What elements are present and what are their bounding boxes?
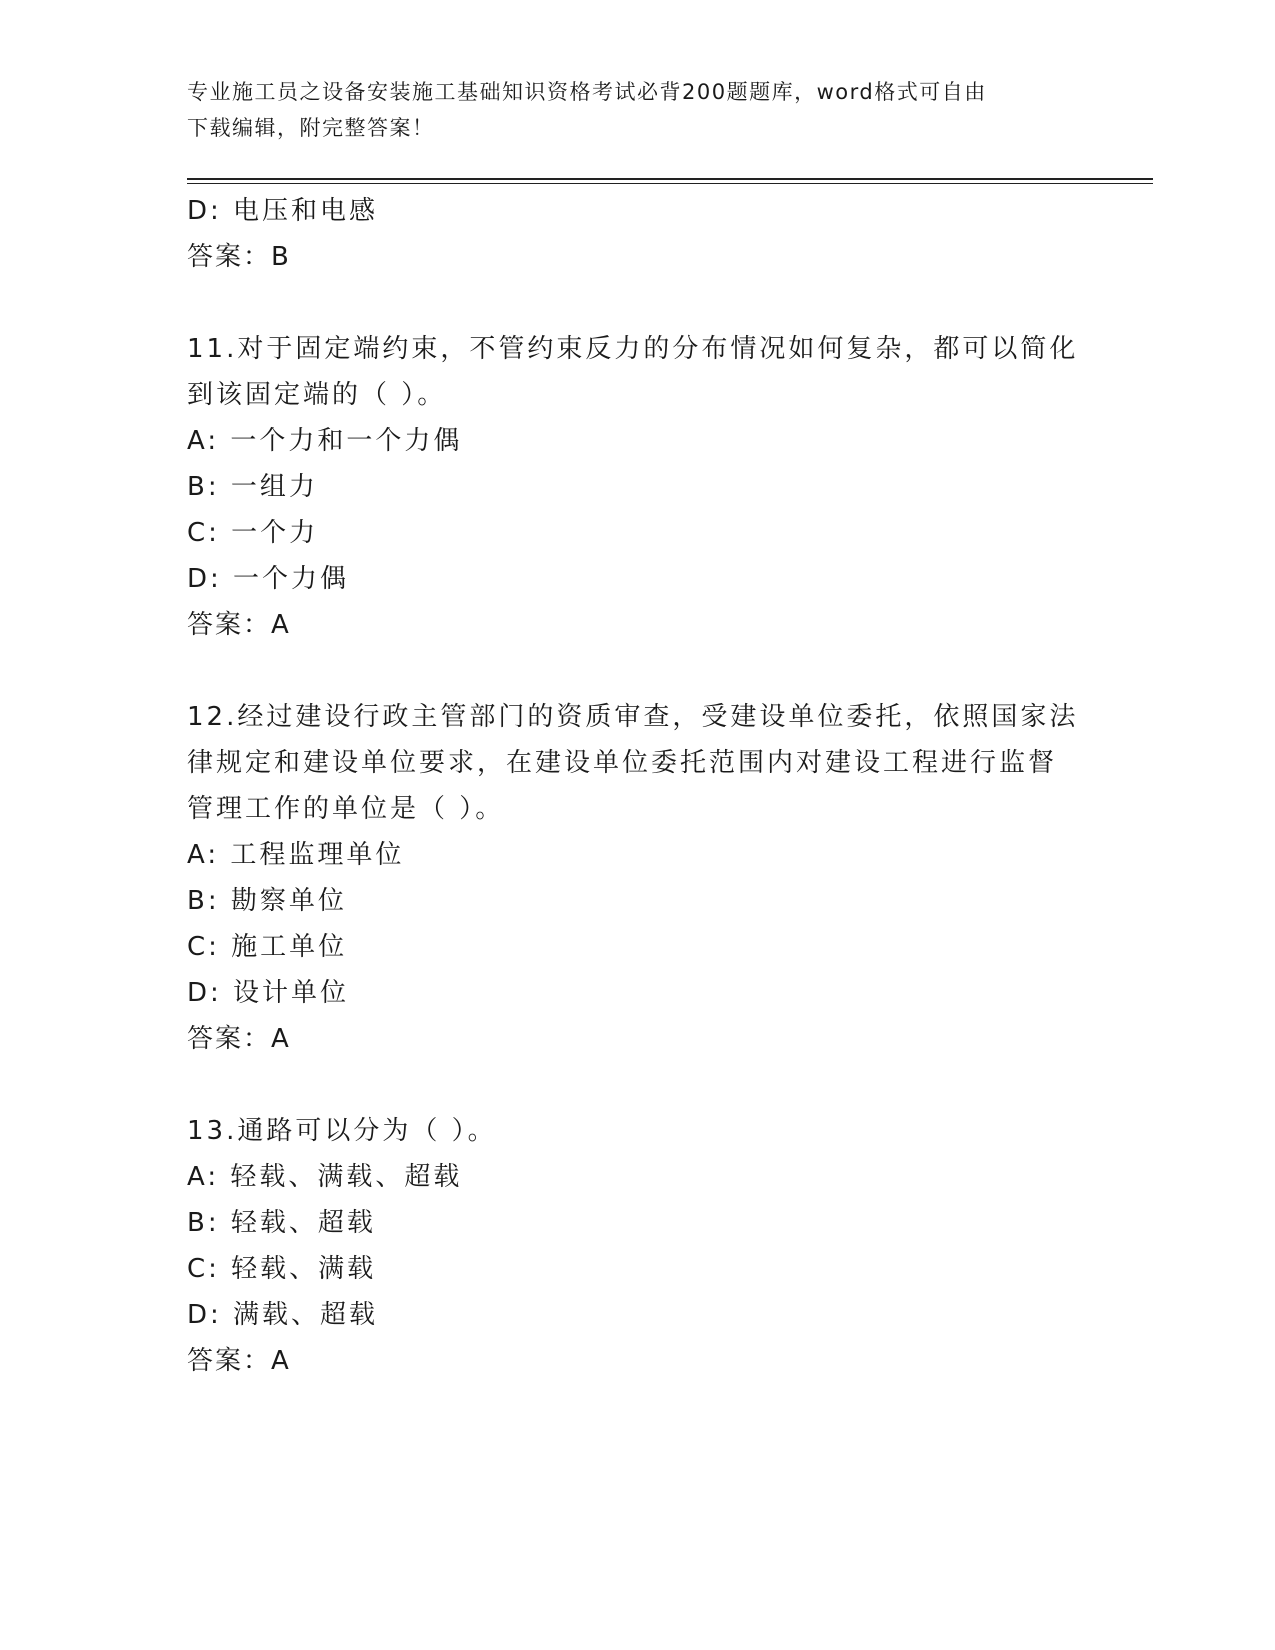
option-item: B: 轻载、超载 <box>187 1208 376 1238</box>
option-item: D: 一个力偶 <box>187 564 350 594</box>
option-item: A: 轻载、满载、超载 <box>187 1162 463 1192</box>
question-stem-line: 12.经过建设行政主管部门的资质审查，受建设单位委托，依照国家法 <box>187 702 1079 732</box>
option-item: D: 设计单位 <box>187 978 350 1008</box>
option-item: D: 满载、超载 <box>187 1300 379 1330</box>
header-divider <box>187 178 1153 180</box>
answer-line: 答案：A <box>187 610 291 640</box>
option-item: C: 一个力 <box>187 518 319 548</box>
header-line: 下载编辑，附完整答案！ <box>187 116 435 140</box>
question-stem-line: 管理工作的单位是（ ）。 <box>187 794 505 824</box>
question-stem-line: 到该固定端的（ ）。 <box>187 380 447 410</box>
spacer <box>187 1062 1087 1108</box>
option-item: B: 勘察单位 <box>187 886 347 916</box>
question-stem-line: 13.通路可以分为（ ）。 <box>187 1116 497 1146</box>
option-item: C: 轻载、满载 <box>187 1254 377 1284</box>
option-item: B: 一组力 <box>187 472 318 502</box>
option-item: A: 一个力和一个力偶 <box>187 426 463 456</box>
option-item: C: 施工单位 <box>187 932 348 962</box>
answer-line: 答案：A <box>187 1024 291 1054</box>
question-block <box>187 1108 1087 1384</box>
question-stem-line: 律规定和建设单位要求，在建设单位委托范围内对建设工程进行监督 <box>187 748 1058 778</box>
question-block <box>187 326 1087 648</box>
header-line: 专业施工员之设备安装施工基础知识资格考试必背200题题库，word格式可自由 <box>187 80 987 104</box>
answer-line: 答案：A <box>187 1346 291 1376</box>
spacer <box>187 280 1087 326</box>
option-item: A: 工程监理单位 <box>187 840 405 870</box>
spacer <box>187 648 1087 694</box>
answer-line: 答案：B <box>187 242 291 272</box>
question-block <box>187 694 1087 1062</box>
option-item: D: 电压和电感 <box>187 196 379 226</box>
question-stem-line: 11.对于固定端约束，不管约束反力的分布情况如何复杂，都可以简化 <box>187 334 1079 364</box>
document-body <box>187 188 1087 1384</box>
header-divider-thin <box>187 183 1153 184</box>
document-header <box>187 74 1067 146</box>
